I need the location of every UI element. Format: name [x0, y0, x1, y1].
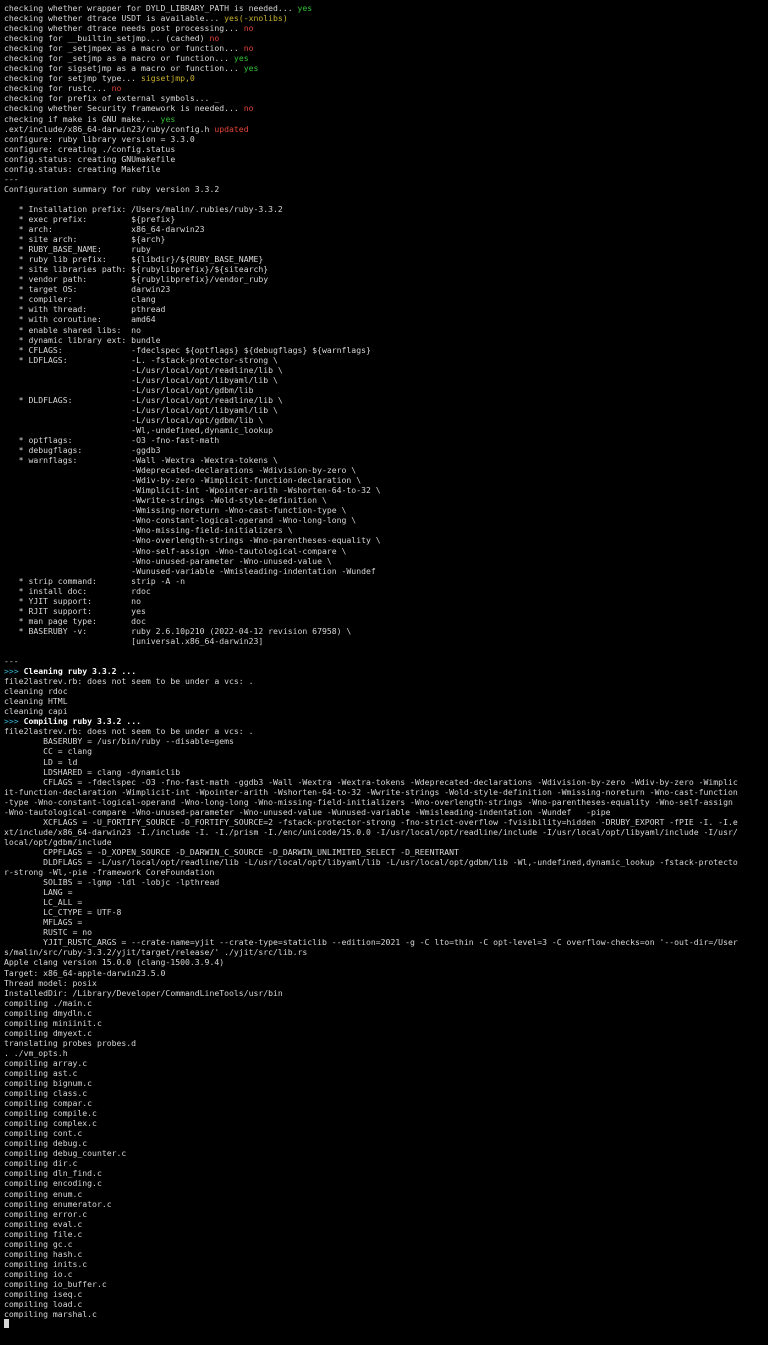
output-text: compiling bignum.c — [4, 1078, 93, 1089]
output-line — [4, 837, 768, 847]
output-line — [4, 184, 768, 194]
output-line — [4, 1309, 768, 1319]
output-text: * ruby lib prefix: ${libdir}/${RUBY_BASE_NAME} — [4, 254, 264, 265]
output-line — [4, 93, 768, 103]
output-text: XCFLAGS = -U_FORTIFY_SOURCE -D_FORTIFY_SOURCE=2 -fstack-protector-strong -fno-strict-overflow -fvisibility=hidden -DRUBY_EXPORT -fPIE -I. -I.e — [4, 816, 738, 827]
output-text-bold: Compiling ruby 3.3.2 ... — [23, 716, 141, 727]
output-line — [4, 1178, 768, 1188]
output-text: compiling cont.c — [4, 1128, 83, 1139]
output-text: configure: ruby library version = 3.3.0 — [4, 133, 195, 144]
output-text-yellow: yes(-xnolibs) — [224, 13, 288, 24]
output-line — [4, 1138, 768, 1148]
output-line — [4, 626, 768, 636]
output-text: * with thread: pthread — [4, 304, 166, 315]
output-text: compiling gc.c — [4, 1238, 73, 1249]
output-text-green: yes — [160, 113, 176, 124]
output-text: compiling debug.c — [4, 1138, 88, 1149]
output-line — [4, 103, 768, 113]
output-text: compiling debug_counter.c — [4, 1148, 127, 1159]
output-line — [4, 807, 768, 817]
output-text: * site libraries path: ${rubylibprefix}/${sitearch} — [4, 264, 269, 275]
output-line — [4, 937, 768, 947]
output-text: * install doc: rdoc — [4, 585, 151, 596]
output-line — [4, 1128, 768, 1138]
output-text: -Wdeprecated-declarations -Wdivision-by-zero \ — [4, 465, 357, 476]
output-text: . ./vm_opts.h — [4, 1047, 68, 1058]
output-line — [4, 445, 768, 455]
output-line — [4, 385, 768, 395]
output-line — [4, 546, 768, 556]
output-line — [4, 1269, 768, 1279]
output-text-bold: Cleaning ruby 3.3.2 ... — [23, 666, 137, 677]
output-text: -L/usr/local/opt/gdbm/lib — [4, 384, 254, 395]
output-line — [4, 1028, 768, 1038]
output-text: * BASERUBY -v: ruby 2.6.10p210 (2022-04-12 revision 67958) \ — [4, 625, 352, 636]
output-text: -Wno-tautological-compare -Wno-unused-parameter -Wno-unused-value -Wunused-variable -Wmisleading-indentation -Wundef -pipe — [4, 806, 611, 817]
output-text: LDSHARED = clang -dynamiclib — [4, 766, 181, 777]
output-line — [4, 767, 768, 777]
output-text: checking whether dtrace needs post processing... — [4, 23, 244, 34]
output-text: cleaning capi — [4, 706, 68, 717]
output-line — [4, 656, 768, 666]
output-line — [4, 616, 768, 626]
output-line — [4, 847, 768, 857]
output-text: * man page type: doc — [4, 615, 146, 626]
output-line — [4, 465, 768, 475]
output-line — [4, 787, 768, 797]
output-text: LC_ALL = — [4, 897, 83, 908]
output-line — [4, 525, 768, 535]
output-line — [4, 164, 768, 174]
output-line — [4, 204, 768, 214]
output-line — [4, 566, 768, 576]
output-text: BASERUBY = /usr/bin/ruby --disable=gems — [4, 736, 234, 747]
output-text: -Wunused-variable -Wmisleading-indentation -Wundef — [4, 565, 376, 576]
output-line — [4, 917, 768, 927]
output-line — [4, 867, 768, 877]
output-line — [4, 1219, 768, 1229]
output-text: it-function-declaration -Wimplicit-int -Wpointer-arith -Wshorten-64-to-32 -Wwrite-strings -Wold-style-definition -Wmissing-noreturn -Wno-cast-function — [4, 786, 738, 797]
output-line — [4, 1259, 768, 1269]
output-text-green: yes — [243, 63, 259, 74]
output-line — [4, 274, 768, 284]
output-line — [4, 676, 768, 686]
output-text: compiling io.c — [4, 1268, 73, 1279]
output-line — [4, 716, 768, 726]
output-line — [4, 1229, 768, 1239]
output-line — [4, 3, 768, 13]
output-text-red: no — [111, 83, 122, 94]
output-line — [4, 857, 768, 867]
output-line — [4, 355, 768, 365]
output-line — [4, 174, 768, 184]
output-text: Target: x86_64-apple-darwin23.5.0 — [4, 967, 166, 978]
output-text: * YJIT support: no — [4, 595, 141, 606]
output-text: -Wno-constant-logical-operand -Wno-long-long \ — [4, 515, 357, 526]
output-line — [4, 1088, 768, 1098]
output-text: -Wno-self-assign -Wno-tautological-compare \ — [4, 545, 347, 556]
output-text: -type -Wno-constant-logical-operand -Wno-long-long -Wno-missing-field-initializers -Wno-overlength-strings -Wno-parentheses-equality -Wno-self-assign — [4, 796, 733, 807]
output-line — [4, 23, 768, 33]
output-text: checking for _setjmp as a macro or function... — [4, 53, 234, 64]
output-line — [4, 606, 768, 616]
output-text: compiling marshal.c — [4, 1309, 97, 1320]
output-line — [4, 234, 768, 244]
output-text: compiling encoding.c — [4, 1178, 102, 1189]
output-line — [4, 797, 768, 807]
output-line — [4, 194, 768, 204]
output-text: compiling error.c — [4, 1208, 88, 1219]
output-line — [4, 877, 768, 887]
output-line — [4, 957, 768, 967]
output-text: checking whether wrapper for DYLD_LIBRARY_PATH is needed... — [4, 3, 298, 13]
output-line — [4, 1078, 768, 1088]
output-line — [4, 907, 768, 917]
output-line — [4, 586, 768, 596]
output-text: compiling enumerator.c — [4, 1198, 112, 1209]
output-text: CFLAGS = -fdeclspec -O3 -fno-fast-math -ggdb3 -Wall -Wextra -Wextra-tokens -Wdeprecated-declarations -Wdivision-by-zero -Wdiv-by-zero -Wimplic — [4, 776, 738, 787]
output-text: -L/usr/local/opt/gdbm/lib \ — [4, 414, 264, 425]
output-line — [4, 817, 768, 827]
output-text: compiling ast.c — [4, 1067, 78, 1078]
output-line — [4, 1158, 768, 1168]
output-text: Configuration summary for ruby version 3.3.2 — [4, 183, 220, 194]
output-line — [4, 244, 768, 254]
output-text: file2lastrev.rb: does not seem to be under a vcs: . — [4, 726, 254, 737]
output-text: -Wno-unused-parameter -Wno-unused-value \ — [4, 555, 332, 566]
output-text: Apple clang version 15.0.0 (clang-1500.3.9.4) — [4, 957, 225, 968]
output-text: checking for rustc... — [4, 83, 112, 94]
output-text: * compiler: clang — [4, 294, 156, 305]
output-line — [4, 1098, 768, 1108]
output-line — [4, 1018, 768, 1028]
output-text: s/malin/src/ruby-3.3.2/yjit/target/release/' ./yjit/src/lib.rs — [4, 947, 308, 958]
output-line — [4, 134, 768, 144]
output-line — [4, 998, 768, 1008]
output-text: -Wwrite-strings -Wold-style-definition \ — [4, 495, 327, 506]
output-line — [4, 978, 768, 988]
output-line — [4, 686, 768, 696]
output-text: * target OS: darwin23 — [4, 284, 171, 295]
output-line — [4, 1038, 768, 1048]
output-line — [4, 13, 768, 23]
output-text-red: no — [209, 33, 220, 44]
output-text: CC = clang — [4, 746, 93, 757]
output-line — [4, 777, 768, 787]
output-text: checking for sigsetjmp as a macro or function... — [4, 63, 244, 74]
output-line — [4, 746, 768, 756]
output-text: compiling array.c — [4, 1057, 88, 1068]
output-text: SOLIBS = -lgmp -ldl -lobjc -lpthread — [4, 877, 220, 888]
output-line — [4, 887, 768, 897]
output-text: config.status: creating Makefile — [4, 163, 161, 174]
output-line — [4, 124, 768, 134]
output-text: * CFLAGS: -fdeclspec ${optflags} ${debugflags} ${warnflags} — [4, 344, 371, 355]
output-text: xt/include/x86_64-darwin23 -I./include -I. -I./prism -I./enc/unicode/15.0.0 -I/usr/local/opt/readline/include -I/usr/local/opt/libyaml/include -I/usr/ — [4, 826, 738, 837]
output-line — [4, 365, 768, 375]
output-line — [4, 576, 768, 586]
output-line — [4, 455, 768, 465]
output-line — [4, 345, 768, 355]
output-line — [4, 395, 768, 405]
output-text: -L/usr/local/opt/readline/lib \ — [4, 364, 283, 375]
output-line — [4, 1118, 768, 1128]
output-text: -L/usr/local/opt/libyaml/lib \ — [4, 404, 278, 415]
output-line — [4, 254, 768, 264]
output-text: InstalledDir: /Library/Developer/CommandLineTools/usr/bin — [4, 987, 283, 998]
output-line — [4, 83, 768, 93]
output-text: -Wmissing-noreturn -Wno-cast-function-type \ — [4, 505, 347, 516]
output-line — [4, 1189, 768, 1199]
output-line — [4, 927, 768, 937]
output-text: * DLDFLAGS: -L/usr/local/opt/readline/lib \ — [4, 394, 283, 405]
output-line — [4, 1068, 768, 1078]
output-text: * warnflags: -Wall -Wextra -Wextra-tokens \ — [4, 455, 278, 466]
output-text: compiling inits.c — [4, 1258, 88, 1269]
output-text: LANG = — [4, 887, 73, 898]
output-line — [4, 294, 768, 304]
output-line — [4, 485, 768, 495]
output-text: compiling complex.c — [4, 1118, 97, 1129]
output-text: compiling class.c — [4, 1088, 88, 1099]
output-line — [4, 415, 768, 425]
output-text-yellow: sigsetjmp,0 — [140, 73, 195, 84]
output-text: -Wimplicit-int -Wpointer-arith -Wshorten-64-to-32 \ — [4, 485, 381, 496]
output-line — [4, 33, 768, 43]
output-text: * site arch: ${arch} — [4, 234, 166, 245]
output-line — [4, 63, 768, 73]
output-line — [4, 325, 768, 335]
output-text: * optflags: -O3 -fno-fast-math — [4, 435, 220, 446]
output-text: * Installation prefix: /Users/malin/.rubies/ruby-3.3.2 — [4, 203, 283, 214]
output-line — [4, 947, 768, 957]
output-text: -L/usr/local/opt/libyaml/lib \ — [4, 374, 278, 385]
output-text: checking whether dtrace USDT is available... — [4, 13, 225, 24]
output-text: RUSTC = no — [4, 927, 93, 938]
output-text: compiling file.c — [4, 1228, 83, 1239]
output-text: file2lastrev.rb: does not seem to be under a vcs: . — [4, 676, 254, 687]
output-text: LD = ld — [4, 756, 78, 767]
output-line — [4, 505, 768, 515]
output-line — [4, 284, 768, 294]
output-text: --- — [4, 656, 19, 667]
output-line — [4, 405, 768, 415]
output-text: * RUBY_BASE_NAME: ruby — [4, 244, 151, 255]
output-text: -Wno-overlength-strings -Wno-parentheses-equality \ — [4, 535, 381, 546]
output-text: LC_CTYPE = UTF-8 — [4, 907, 122, 918]
output-line — [4, 726, 768, 736]
output-line — [4, 988, 768, 998]
output-line — [4, 968, 768, 978]
output-line — [4, 646, 768, 656]
output-line — [4, 154, 768, 164]
output-line — [4, 757, 768, 767]
terminal-output — [4, 3, 768, 1319]
output-line — [4, 1148, 768, 1158]
output-text: translating probes probes.d — [4, 1037, 137, 1048]
output-text: * exec prefix: ${prefix} — [4, 213, 176, 224]
output-line — [4, 897, 768, 907]
output-text: -Wdiv-by-zero -Wimplicit-function-declaration \ — [4, 475, 362, 486]
output-text-cyan: >>> — [4, 666, 24, 677]
text-cursor — [4, 1319, 9, 1328]
output-text: * enable shared libs: no — [4, 324, 141, 335]
output-line — [4, 73, 768, 83]
output-line — [4, 214, 768, 224]
output-text: local/opt/gdbm/include — [4, 836, 112, 847]
output-line — [4, 1209, 768, 1219]
output-line — [4, 114, 768, 124]
output-line — [4, 1108, 768, 1118]
output-text: compiling eval.c — [4, 1218, 83, 1229]
output-line — [4, 1058, 768, 1068]
output-line — [4, 736, 768, 746]
output-text: Thread model: posix — [4, 977, 97, 988]
output-text-green: yes — [233, 53, 249, 64]
output-text-red: no — [243, 103, 254, 114]
output-text: --- — [4, 173, 19, 184]
output-text: * RJIT support: yes — [4, 605, 146, 616]
output-text: compiling compar.c — [4, 1098, 93, 1109]
output-text: * vendor path: ${rubylibprefix}/vendor_ruby — [4, 274, 269, 285]
output-line — [4, 144, 768, 154]
output-line — [4, 706, 768, 716]
output-text: compiling dmyext.c — [4, 1027, 93, 1038]
output-text: compiling dir.c — [4, 1158, 78, 1169]
output-line — [4, 495, 768, 505]
output-text: r-strong -Wl,-pie -framework CoreFoundation — [4, 867, 215, 878]
output-text: compiling dmydln.c — [4, 1007, 93, 1018]
output-text: .ext/include/x86_64-darwin23/ruby/config.h — [4, 123, 215, 134]
output-text: checking if make is GNU make... — [4, 113, 161, 124]
output-text-green: yes — [297, 3, 313, 13]
output-text: * LDFLAGS: -L. -fstack-protector-strong \ — [4, 354, 278, 365]
output-text: compiling hash.c — [4, 1248, 83, 1259]
output-text-cyan: >>> — [4, 716, 24, 727]
output-line — [4, 1168, 768, 1178]
output-text: checking for prefix of external symbols... _ — [4, 93, 220, 104]
output-text: DLDFLAGS = -L/usr/local/opt/readline/lib -L/usr/local/opt/libyaml/lib -L/usr/local/opt/gdbm/lib -Wl,-undefined,dynamic_lookup -fstack-protecto — [4, 856, 738, 867]
output-text: * strip command: strip -A -n — [4, 575, 185, 586]
output-text: [universal.x86_64-darwin23] — [4, 635, 264, 646]
output-text-red: no — [243, 23, 254, 34]
output-line — [4, 535, 768, 545]
prompt-line[interactable] — [4, 1319, 768, 1329]
output-line — [4, 375, 768, 385]
output-text: MFLAGS = — [4, 917, 83, 928]
output-line — [4, 1289, 768, 1299]
output-text: compiling dln_find.c — [4, 1168, 102, 1179]
output-text: checking whether Security framework is needed... — [4, 103, 244, 114]
output-line — [4, 264, 768, 274]
output-text: checking for _setjmpex as a macro or function... — [4, 43, 244, 54]
output-text: compiling ./main.c — [4, 997, 93, 1008]
output-text: configure: creating ./config.status — [4, 143, 176, 154]
output-line — [4, 304, 768, 314]
output-line — [4, 475, 768, 485]
output-line — [4, 596, 768, 606]
output-line — [4, 224, 768, 234]
output-text: compiling miniinit.c — [4, 1017, 102, 1028]
output-line — [4, 1249, 768, 1259]
output-line — [4, 314, 768, 324]
output-text: compiling io_buffer.c — [4, 1278, 107, 1289]
output-text: config.status: creating GNUmakefile — [4, 153, 176, 164]
output-text: * arch: x86_64-darwin23 — [4, 224, 205, 235]
output-line — [4, 636, 768, 646]
output-text: compiling enum.c — [4, 1188, 83, 1199]
output-line — [4, 43, 768, 53]
output-text: cleaning HTML — [4, 696, 68, 707]
output-text: -Wl,-undefined,dynamic_lookup — [4, 424, 274, 435]
output-text: CPPFLAGS = -D_XOPEN_SOURCE -D_DARWIN_C_SOURCE -D_DARWIN_UNLIMITED_SELECT -D_REENTRANT — [4, 846, 459, 857]
output-line — [4, 515, 768, 525]
output-text: * dynamic library ext: bundle — [4, 334, 161, 345]
output-line — [4, 435, 768, 445]
output-text-red: no — [243, 43, 254, 54]
output-line — [4, 666, 768, 676]
output-line — [4, 1239, 768, 1249]
output-text: checking for setjmp type... — [4, 73, 141, 84]
output-line — [4, 827, 768, 837]
output-line — [4, 696, 768, 706]
output-line — [4, 335, 768, 345]
output-line — [4, 53, 768, 63]
output-line — [4, 556, 768, 566]
output-text: compiling load.c — [4, 1299, 83, 1310]
output-text: -Wno-missing-field-initializers \ — [4, 525, 293, 536]
output-text: compiling compile.c — [4, 1108, 97, 1119]
output-text: * debugflags: -ggdb3 — [4, 445, 161, 456]
output-line — [4, 1008, 768, 1018]
output-text: compiling iseq.c — [4, 1289, 83, 1299]
output-line — [4, 1299, 768, 1309]
output-line — [4, 1048, 768, 1058]
output-line — [4, 1279, 768, 1289]
output-text: checking for __builtin_setjmp... (cached) — [4, 33, 210, 44]
output-text: YJIT_RUSTC_ARGS = --crate-name=yjit --crate-type=staticlib --edition=2021 -g -C lto=thin -C opt-level=3 -C overflow-checks=on '--out-dir=/User — [4, 937, 738, 948]
output-text: * with coroutine: amd64 — [4, 314, 156, 325]
output-line — [4, 425, 768, 435]
output-text: cleaning rdoc — [4, 686, 68, 697]
output-text-red: updated — [214, 123, 249, 134]
output-line — [4, 1199, 768, 1209]
